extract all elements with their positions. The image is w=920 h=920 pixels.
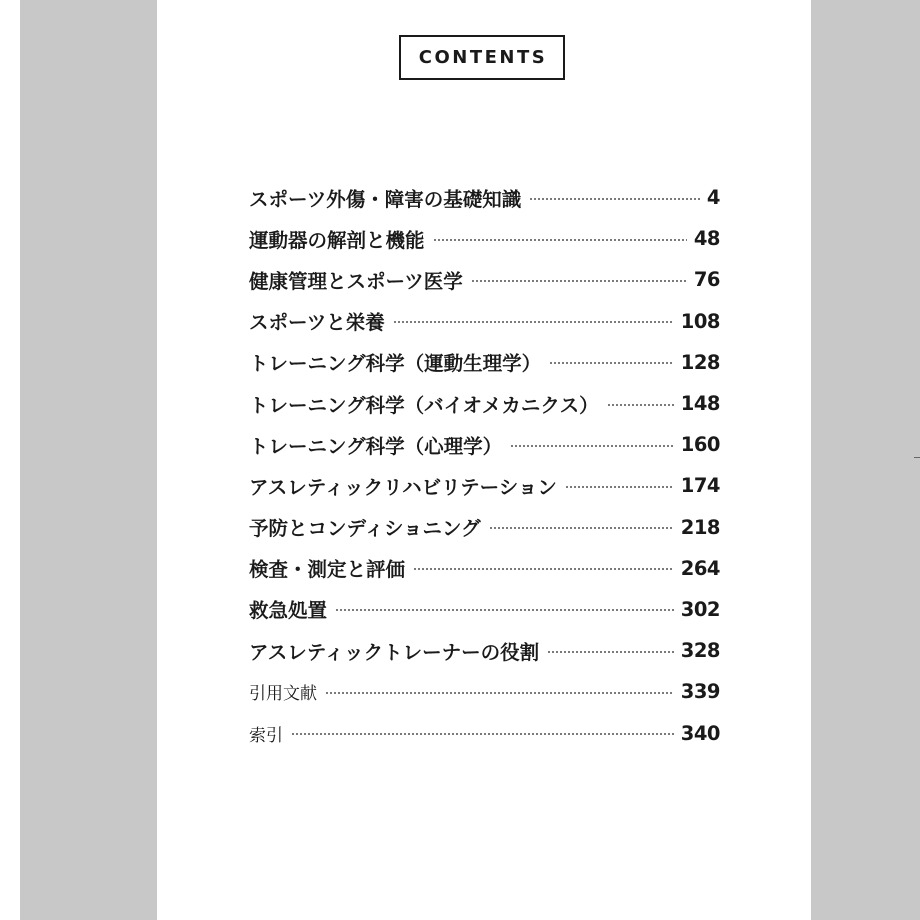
toc-entry-title: 引用文献 (249, 684, 317, 705)
toc-dot-leader (549, 362, 674, 364)
toc-entry-page-number: 108 (680, 309, 720, 333)
toc-entry-page-number: 128 (680, 350, 720, 374)
viewer-background-left (20, 0, 157, 920)
toc-entry-12[interactable] (249, 630, 720, 671)
toc-entry-title: 索引 (249, 725, 283, 746)
toc-entry-8[interactable] (249, 465, 720, 506)
toc-dot-leader (393, 321, 674, 323)
toc-dot-leader (489, 527, 674, 529)
toc-dot-leader (547, 651, 674, 653)
toc-entry-title: 健康管理とスポーツ医学 (249, 269, 463, 293)
toc-dot-leader (565, 486, 674, 488)
toc-dot-leader (510, 445, 674, 447)
toc-entry-5[interactable] (249, 342, 720, 383)
toc-entry-title: 運動器の解剖と機能 (249, 228, 425, 252)
toc-dot-leader (335, 609, 674, 611)
toc-dot-leader (325, 692, 674, 694)
toc-entry-title: 救急処置 (249, 599, 328, 623)
document-page (157, 0, 811, 920)
toc-entry-title: 予防とコンディショニング (249, 517, 481, 541)
toc-entry-10[interactable] (249, 548, 720, 589)
toc-entry-title: 検査・測定と評価 (249, 558, 406, 582)
page-title: CONTENTS (418, 47, 548, 68)
toc-entry-page-number: 328 (680, 639, 720, 663)
toc-dot-leader (433, 239, 687, 241)
toc-entry-title: トレーニング科学（心理学） (249, 434, 503, 458)
toc-entry-page-number: 302 (680, 597, 720, 621)
toc-entry-1[interactable] (249, 177, 720, 218)
toc-entry-page-number: 340 (680, 721, 720, 745)
toc-entry-page-number: 160 (680, 433, 720, 457)
toc-entry-13[interactable] (249, 671, 720, 712)
toc-entry-4[interactable] (249, 301, 720, 342)
toc-entry-11[interactable] (249, 589, 720, 630)
contents-title-box (399, 35, 565, 80)
toc-entry-page-number: 264 (680, 556, 720, 580)
toc-entry-9[interactable] (249, 507, 720, 548)
toc-entry-2[interactable] (249, 218, 720, 259)
toc-entry-page-number: 76 (693, 268, 720, 292)
viewer-background-right (811, 0, 920, 920)
toc-dot-leader (291, 733, 674, 735)
toc-dot-leader (471, 280, 687, 282)
table-of-contents (249, 177, 720, 754)
toc-entry-page-number: 4 (706, 186, 720, 210)
toc-entry-title: トレーニング科学（バイオメカニクス） (249, 393, 599, 417)
toc-entry-title: スポーツと栄養 (249, 311, 385, 335)
toc-dot-leader (413, 568, 674, 570)
toc-entry-page-number: 48 (693, 227, 720, 251)
toc-dot-leader (529, 198, 700, 200)
toc-entry-7[interactable] (249, 424, 720, 465)
toc-entry-page-number: 148 (680, 392, 720, 416)
toc-entry-title: アスレティックリハビリテーション (249, 475, 557, 499)
toc-entry-page-number: 339 (680, 680, 720, 704)
toc-entry-14[interactable] (249, 712, 720, 753)
toc-entry-6[interactable] (249, 383, 720, 424)
toc-entry-title: スポーツ外傷・障害の基礎知識 (249, 187, 522, 211)
toc-entry-title: トレーニング科学（運動生理学） (249, 352, 542, 376)
edge-mark (914, 457, 920, 458)
toc-entry-title: アスレティックトレーナーの役割 (249, 640, 540, 664)
toc-entry-3[interactable] (249, 259, 720, 300)
toc-dot-leader (607, 404, 674, 406)
toc-entry-page-number: 218 (680, 515, 720, 539)
toc-entry-page-number: 174 (680, 474, 720, 498)
